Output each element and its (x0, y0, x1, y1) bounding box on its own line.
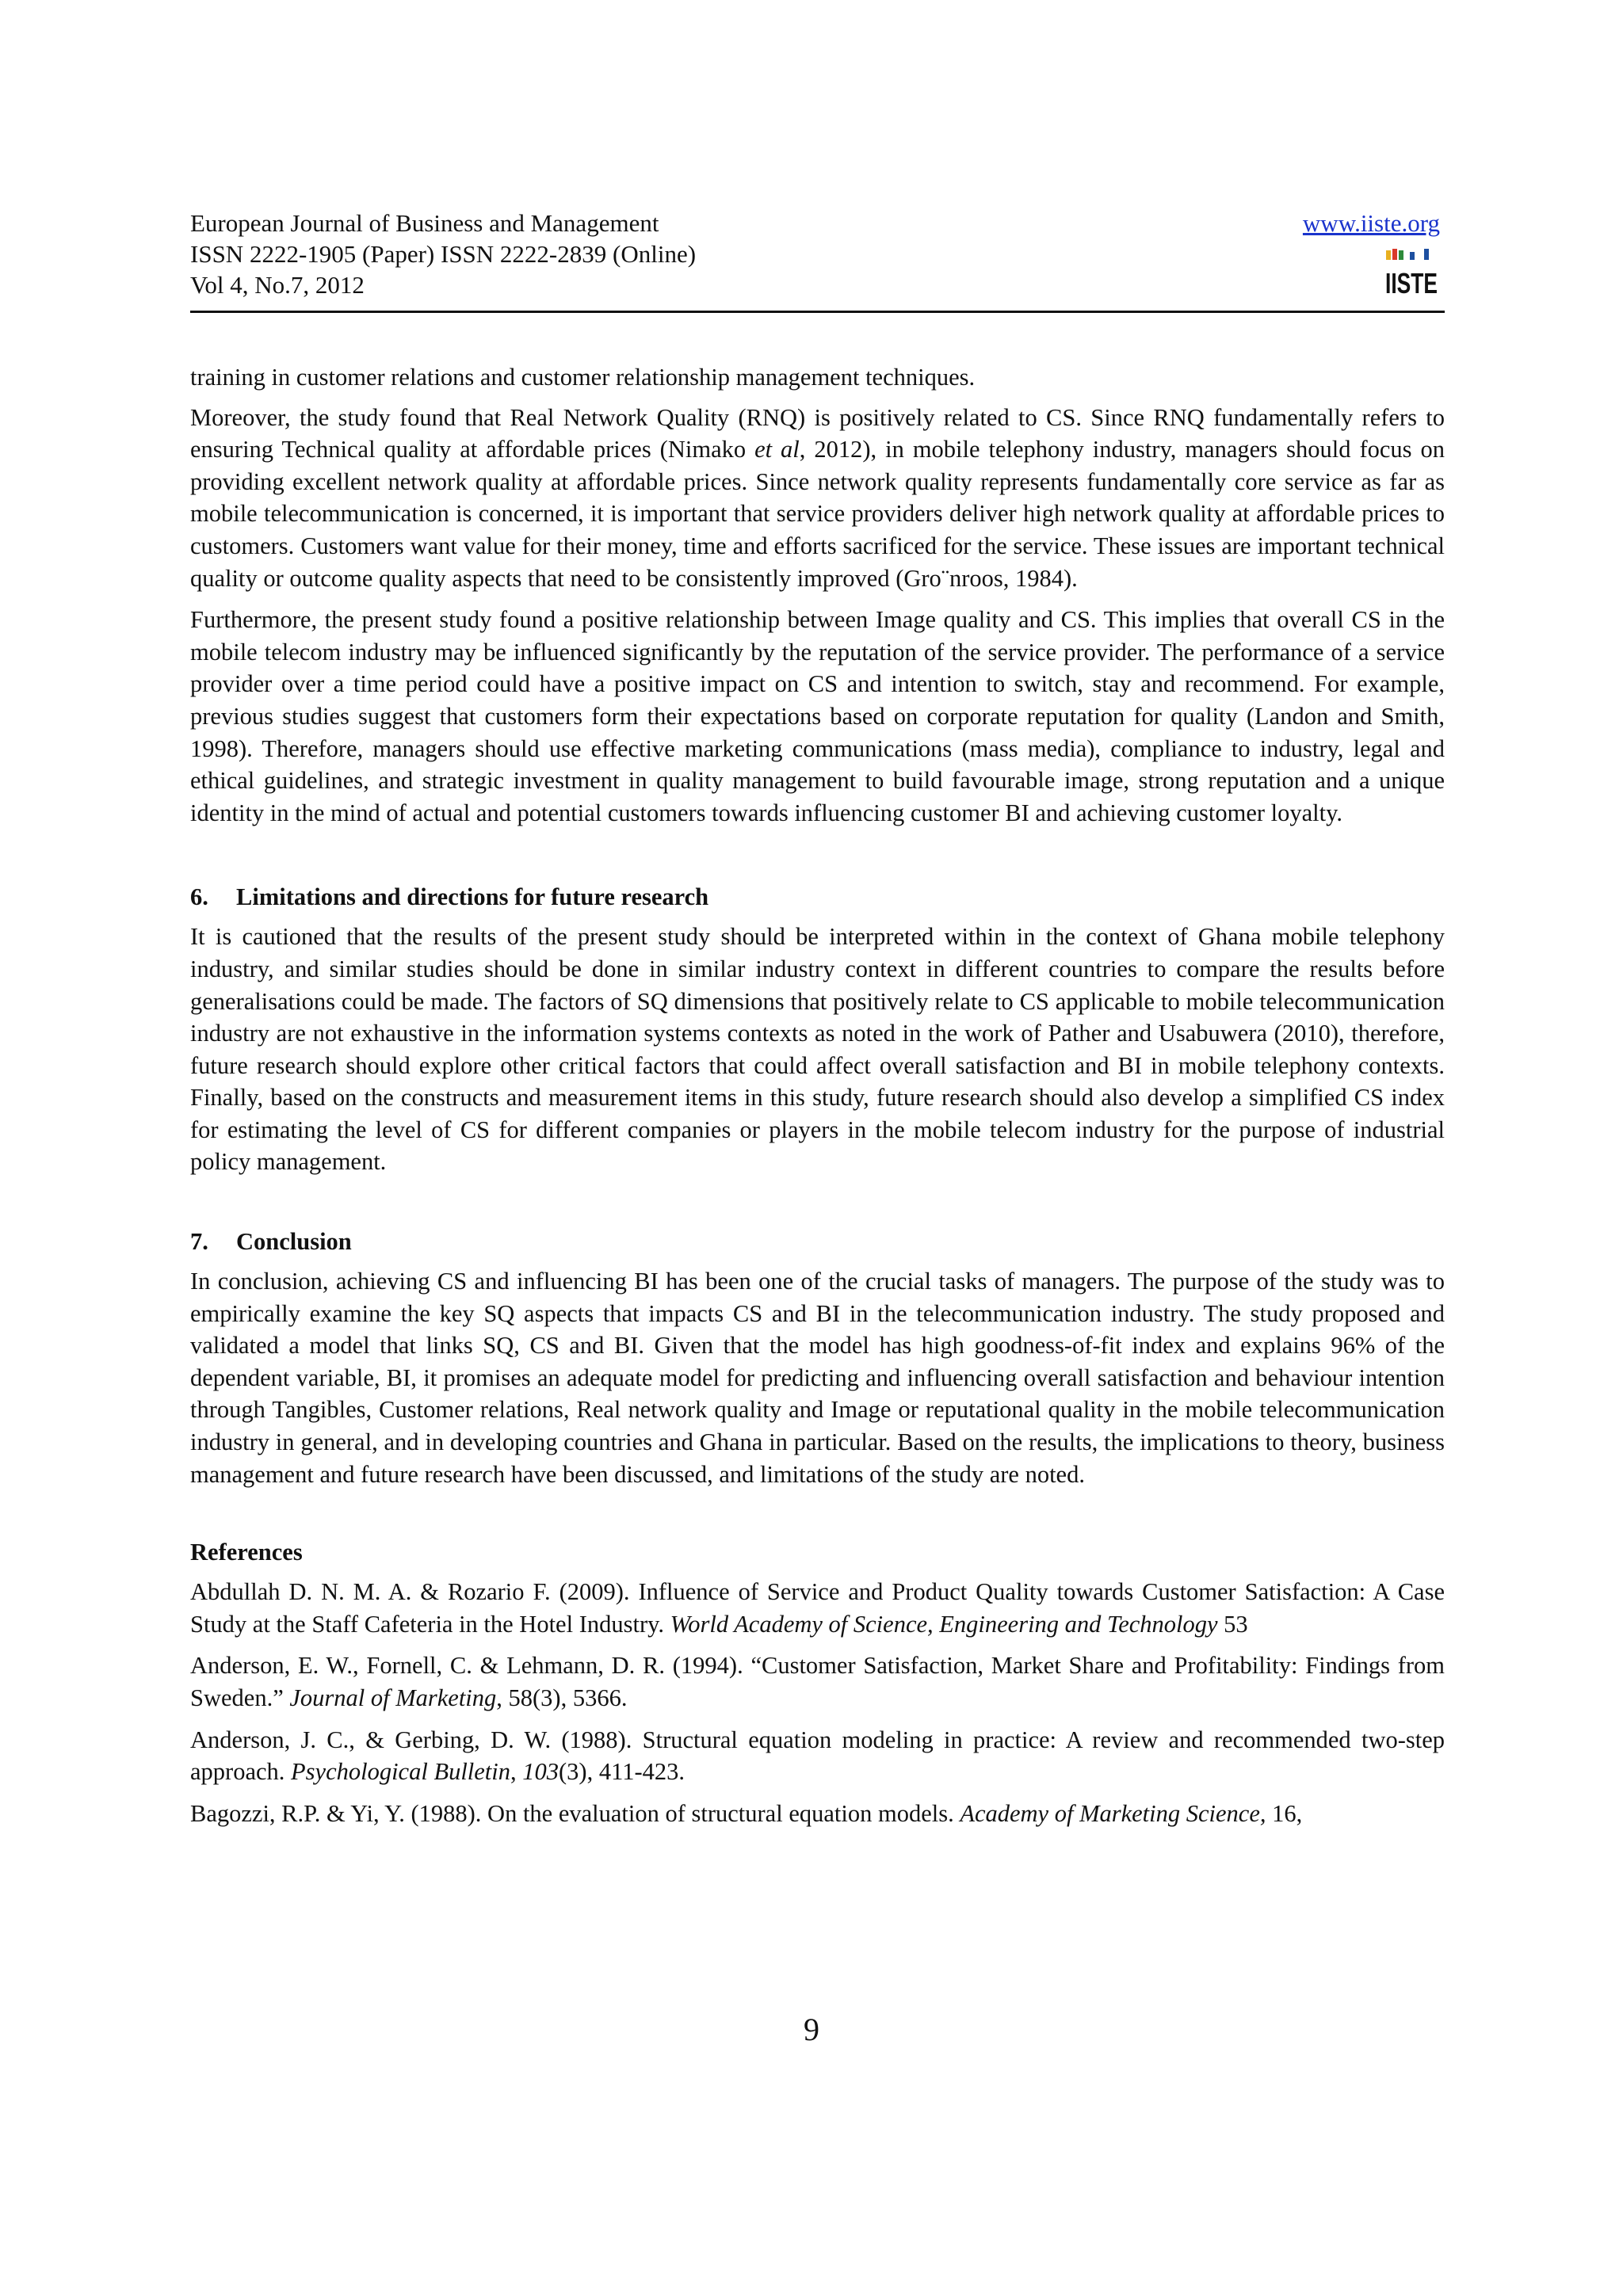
section-number: 6. (190, 883, 208, 911)
reference-italic: 103 (522, 1758, 559, 1786)
paragraph: In conclusion, achieving CS and influencing BI has been one of the crucial tasks of managers. The purpose of the study was to empirically examine the key SQ aspects that impacts CS and BI in the telecommunication industry. The study proposed and validated a model that links SQ, CS and BI. Given that the model has high goodness-of-fit index and explains 96% of the dependent variable, BI, it promises an adequate model for predicting and influencing overall satisfaction and behaviour intention through Tangibles, Customer relations, Real network quality and Image or reputational quality in the mobile telecommunication industry in general, and in developing countries and Ghana in particular. Based on the results, the implications to theory, business management and future research have been discussed, and limitations of the study are noted. (190, 1268, 1445, 1488)
reference-item (190, 1724, 1445, 1788)
reference-text: (3), 411-423. (559, 1758, 685, 1786)
iiste-logo-text: IISTE (1385, 267, 1438, 299)
references-section (190, 1536, 1445, 1829)
section-title: Conclusion (236, 1228, 352, 1256)
journal-issn: ISSN 2222-1905 (Paper) ISSN 2222-2839 (Online) (190, 240, 697, 268)
section-number: 7. (190, 1228, 208, 1256)
section-heading (190, 881, 1445, 913)
section-conclusion (190, 1226, 1445, 1490)
journal-header (190, 208, 1445, 314)
reference-item (190, 1576, 1445, 1640)
iiste-logo-icon (1383, 246, 1440, 301)
reference-text: 53 (1217, 1610, 1248, 1638)
section-limitations (190, 881, 1445, 1178)
reference-italic: Journal of Marketing (289, 1684, 497, 1711)
reference-italic: World Academy of Science, Engineering and Technology (670, 1610, 1218, 1638)
reference-text: Anderson, E. W., Fornell, C. & Lehmann, D. R. (1994). “Customer Satisfaction, Market Share and Profitability: Findings from Sweden.” (190, 1652, 1445, 1711)
reference-text: 16, (1266, 1799, 1303, 1827)
reference-text: Abdullah D. N. M. A. & Rozario F. (2009). Influence of Service and Product Quality towards Customer Satisfaction: A Case Study at the Staff Cafeteria in the Hotel Industry. (190, 1578, 1445, 1638)
reference-item (190, 1650, 1445, 1714)
journal-title: European Journal of Business and Management (190, 209, 659, 237)
journal-volume: Vol 4, No.7, 2012 (190, 271, 365, 299)
journal-url-link[interactable]: www.iiste.org (1302, 209, 1440, 237)
paragraph: training in customer relations and customer relationship management techniques. (190, 364, 976, 391)
section-title: Limitations and directions for future research (236, 883, 709, 911)
reference-item (190, 1798, 1445, 1830)
reference-italic: Academy of Marketing Science, (960, 1799, 1266, 1827)
paragraph-text: , 2012), in mobile telephony industry, managers should focus on providing excellent network quality at affordable prices. Since network quality represents fundamentally core service as far as mobile telecommunication is concerned, it is important that service providers deliver high network quality at affordable prices to customers. Customers want value for their money, time and efforts sacrificed for the service. These issues are important technical quality or outcome quality aspects that need to be consistently improved (Gro¨nroos, 1984). (190, 436, 1445, 592)
paragraph-italic: et al (754, 436, 800, 463)
reference-text: Anderson, J. C., & Gerbing, D. W. (1988). Structural equation modeling in practice: A review and recommended two-step approach. (190, 1726, 1445, 1786)
page (190, 208, 1445, 1839)
article-body (190, 361, 1445, 1829)
header-divider (190, 311, 1445, 313)
paragraph (190, 402, 1445, 595)
references-heading: References (190, 1539, 303, 1566)
paragraph: Furthermore, the present study found a positive relationship between Image quality and CS. This implies that overall CS in the mobile telecom industry may be influenced significantly by the reputation of the service provider. The performance of a service provider over a time period could have a positive impact on CS and intention to switch, stay and recommend. For example, previous studies suggest that customers form their expectations based on corporate reputation for quality (Landon and Smith, 1998). Therefore, managers should use effective marketing communications (mass media), compliance to industry, legal and ethical guidelines, and strategic investment in quality management to build favourable image, strong reputation and a unique identity in the mind of actual and potential customers towards influencing customer BI and achieving customer loyalty. (190, 606, 1445, 826)
section-heading (190, 1226, 1445, 1257)
paragraph-text: Moreover, the study found that Real Network Quality (RNQ) is positively related to CS. Since RNQ fundamentally refers to ensuring Technical quality at affordable prices (Nimako (190, 403, 1445, 463)
page-number: 9 (804, 2012, 819, 2047)
reference-text: , (510, 1758, 523, 1786)
reference-text: , 58(3), 5366. (496, 1684, 628, 1711)
journal-info (190, 208, 1445, 300)
reference-italic: Psychological Bulletin (291, 1758, 511, 1786)
reference-text: Bagozzi, R.P. & Yi, Y. (1988). On the evaluation of structural equation models. (190, 1799, 960, 1827)
paragraph: It is cautioned that the results of the present study should be interpreted within in the context of Ghana mobile telephony industry, and similar studies should be done in similar industry context in different countries to compare the results before generalisations could be made. The factors of SQ dimensions that positively relate to CS applicable to mobile telecommunication industry are not exhaustive in the information systems contexts as noted in the work of Pather and Usabuwera (2010), therefore, future research should explore other critical factors that could affect overall satisfaction and BI in mobile telephony contexts. Finally, based on the constructs and measurement items in this study, future research should also develop a simplified CS index for estimating the level of CS for different companies or players in the mobile telecom industry for the purpose of industrial policy management. (190, 923, 1445, 1176)
